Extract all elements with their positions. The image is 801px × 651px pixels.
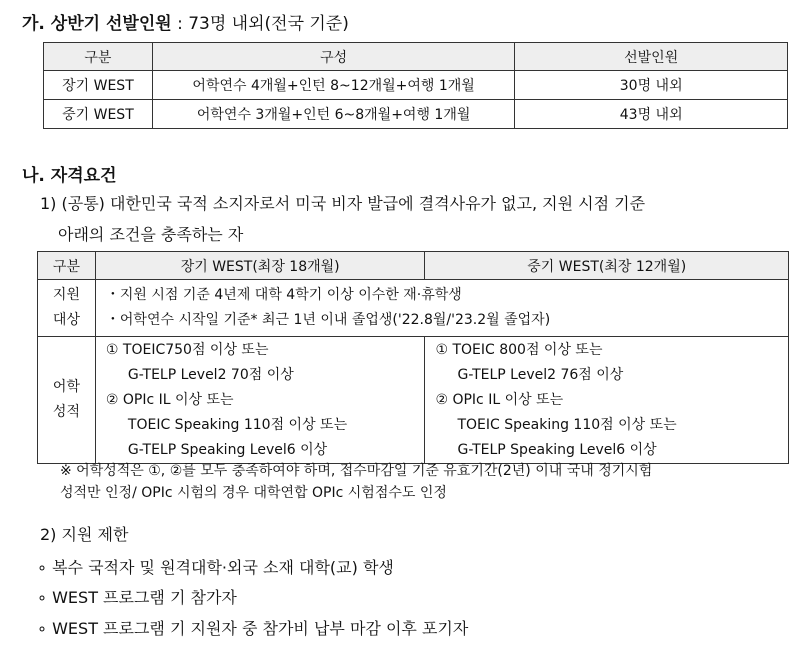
- language-label: [38, 337, 96, 464]
- language-long: [95, 337, 425, 464]
- score-line: ① TOEIC 800점 이상 또는: [435, 342, 603, 358]
- eligibility-bullet: ・어학연수 시작일 기준* 최근 1년 이내 졸업생('22.8월/'23.2월 졸업자): [105, 312, 551, 328]
- label-line: 대상: [52, 312, 80, 328]
- score-line: ② OPIc IL 이상 또는: [435, 392, 564, 408]
- row-composition: 어학연수 3개월+인턴 6~8개월+여행 1개월: [152, 100, 514, 129]
- eligibility-bullet: ・지원 시점 기준 4년제 대학 4학기 이상 이수한 재·휴학생: [105, 287, 462, 303]
- score-line: G-TELP Level2 76점 이상: [457, 367, 624, 383]
- language-row: [38, 337, 789, 464]
- score-line: G-TELP Level2 70점 이상: [127, 367, 294, 383]
- item2-title: 2) 지원 제한: [40, 525, 129, 544]
- row-category: 중기 WEST: [44, 100, 153, 129]
- eligibility-content: [95, 280, 788, 337]
- section-a-title-suffix: : 73명 내외(전국 기준): [171, 14, 349, 34]
- row-quota: 43명 내외: [515, 100, 788, 129]
- table-row: [44, 71, 788, 100]
- score-line: ② OPIc IL 이상 또는: [105, 392, 234, 408]
- eligibility-label: [38, 280, 96, 337]
- eligibility-table: [37, 251, 789, 464]
- header-category: 구분: [44, 43, 153, 71]
- restriction-item: ∘ WEST 프로그램 기 참가자: [37, 588, 237, 607]
- label-line: 성적: [52, 404, 80, 420]
- item1-line2: 아래의 조건을 충족하는 자: [58, 225, 244, 244]
- table-row: [44, 100, 788, 129]
- label-line: 어학: [52, 379, 80, 395]
- table-header-row: [38, 252, 789, 280]
- score-line: TOEIC Speaking 110점 이상 또는: [127, 417, 348, 433]
- label-line: 지원: [52, 287, 80, 303]
- score-line: ① TOEIC750점 이상 또는: [105, 342, 269, 358]
- score-line: TOEIC Speaking 110점 이상 또는: [457, 417, 677, 433]
- row-quota: 30명 내외: [515, 71, 788, 100]
- score-line: G-TELP Speaking Level6 이상: [457, 442, 657, 458]
- restriction-item: ∘ 복수 국적자 및 원격대학·외국 소재 대학(교) 학생: [37, 558, 394, 577]
- row-composition: 어학연수 4개월+인턴 8~12개월+여행 1개월: [152, 71, 514, 100]
- language-mid: [425, 337, 789, 464]
- section-a-heading: [22, 9, 349, 34]
- header-composition: 구성: [152, 43, 514, 71]
- selection-table: [43, 42, 788, 129]
- row-category: 장기 WEST: [44, 71, 153, 100]
- table-header-row: [44, 43, 788, 71]
- restriction-item: ∘ WEST 프로그램 기 지원자 중 참가비 납부 마감 이후 포기자: [37, 619, 469, 638]
- header-category: 구분: [38, 252, 96, 280]
- section-a-title: 가. 상반기 선발인원: [22, 14, 172, 34]
- eligibility-row: [38, 280, 789, 337]
- note-line1: ※ 어학성적은 ①, ②를 모두 충족하여야 하며, 접수마감일 기준 유효기간(2년) 이내 국내 정기시험: [60, 463, 653, 479]
- section-b-title: 나. 자격요건: [22, 166, 117, 186]
- header-mid-west: 중기 WEST(최장 12개월): [425, 252, 789, 280]
- score-line: G-TELP Speaking Level6 이상: [127, 442, 328, 458]
- header-long-west: 장기 WEST(최장 18개월): [95, 252, 425, 280]
- item1-line1: 1) (공통) 대한민국 국적 소지자로서 미국 비자 발급에 결격사유가 없고, 지원 시점 기준: [40, 194, 646, 213]
- note-line2: 성적만 인정/ OPIc 시험의 경우 대학연합 OPIc 시험점수도 인정: [60, 485, 447, 501]
- header-quota: 선발인원: [515, 43, 788, 71]
